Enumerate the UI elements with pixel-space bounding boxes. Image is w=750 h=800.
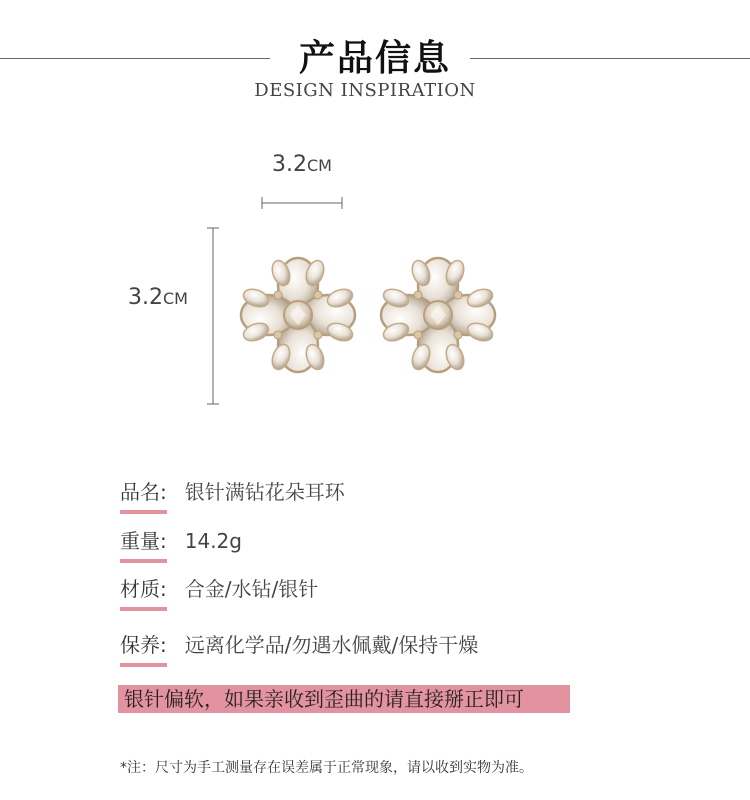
spec-value: 14.2g: [184, 529, 242, 553]
notice-banner: 银针偏软，如果亲收到歪曲的请直接掰正即可: [118, 685, 570, 713]
page-subtitle: DESIGN INSPIRATION: [254, 80, 476, 101]
earring-right-image: [381, 258, 495, 372]
spec-row-name: [120, 476, 345, 505]
width-unit: CM: [307, 156, 332, 175]
spec-value: 银针满钻花朵耳环: [184, 480, 345, 504]
spec-value: 合金/水钻/银针: [184, 577, 319, 601]
page-title: 产品信息: [298, 38, 451, 79]
height-number: 3.2: [128, 285, 163, 310]
width-dimension-line: [262, 197, 342, 209]
height-unit: CM: [163, 289, 188, 308]
spec-key: 品名:: [120, 476, 167, 505]
spec-row-weight: [120, 525, 242, 554]
spec-value: 远离化学品/勿遇水佩戴/保持干燥: [184, 633, 479, 657]
earring-left-image: [241, 258, 355, 372]
spec-row-material: [120, 573, 318, 602]
spec-row-care: [120, 629, 478, 658]
footnote: *注：尺寸为手工测量存在误差属于正常现象，请以收到实物为准。: [120, 760, 533, 776]
height-dimension-line: [207, 228, 219, 404]
width-number: 3.2: [272, 152, 307, 177]
spec-key: 保养:: [120, 629, 167, 658]
spec-key: 重量:: [120, 525, 167, 554]
spec-key: 材质:: [120, 573, 167, 602]
